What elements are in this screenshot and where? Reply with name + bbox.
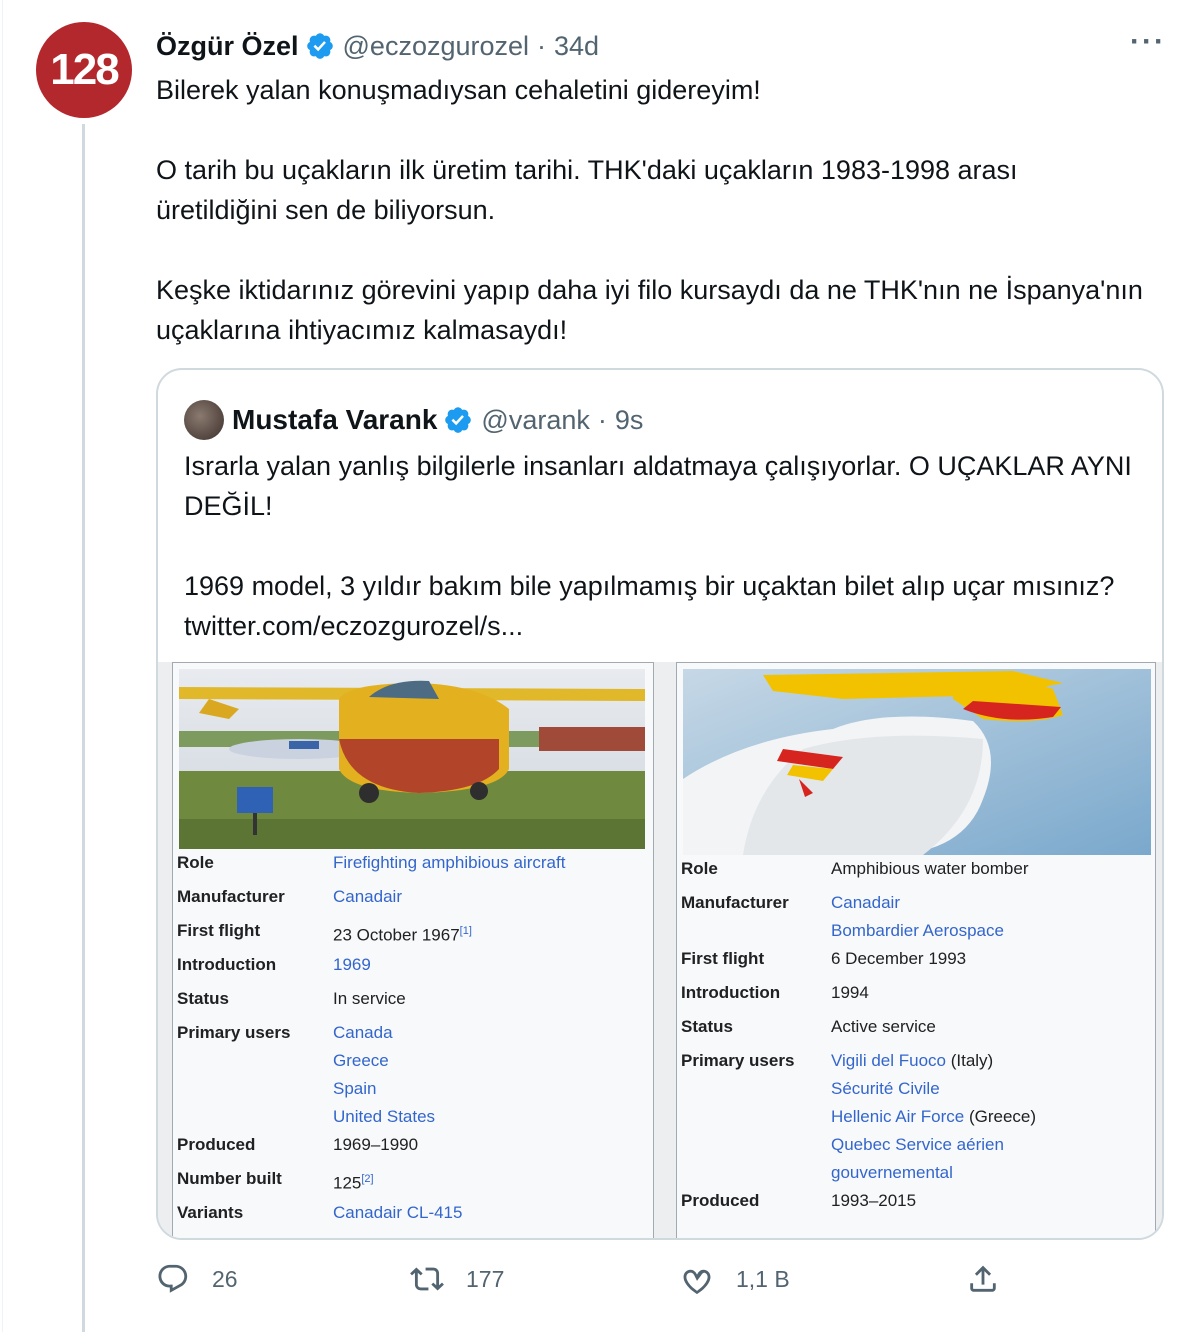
quote-text — [184, 446, 1144, 646]
retweet-button[interactable] — [410, 1262, 504, 1296]
quote-header — [184, 400, 643, 440]
infobox-link[interactable]: Firefighting amphibious aircraft — [333, 853, 566, 872]
infobox-label: First flight — [681, 949, 765, 968]
tweet-time[interactable]: 34d — [554, 30, 600, 61]
like-button[interactable] — [680, 1262, 790, 1296]
infobox-link[interactable]: gouvernemental — [831, 1163, 953, 1182]
infobox-label: Manufacturer — [177, 887, 285, 906]
infobox-value: 125 — [333, 1173, 362, 1193]
verified-badge-icon — [305, 31, 335, 61]
infobox-link[interactable]: Canadair CL-415 — [333, 1203, 463, 1222]
quote-author-handle: @varank — [481, 404, 590, 435]
infobox-table-right — [681, 855, 1036, 1221]
author-handle[interactable]: @eczozgurozel — [342, 30, 530, 61]
infobox-row — [681, 889, 1036, 945]
infobox-value: 1993–2015 — [831, 1191, 917, 1210]
infobox-label: Primary users — [681, 1051, 795, 1070]
retweet-icon — [410, 1262, 444, 1296]
infobox-row — [177, 1131, 565, 1165]
author-name[interactable]: Özgür Özel — [156, 30, 299, 61]
quote-media[interactable] — [158, 662, 1164, 1240]
heart-icon — [680, 1262, 714, 1296]
quote-paragraph: 1969 model, 3 yıldır bakım bile yapılmamış bir uçaktan bilet alıp uçar mısınız? twitter.com/eczozgurozel/s... — [184, 571, 1115, 641]
infobox-label: First flight — [177, 921, 261, 940]
infobox-link[interactable]: United States — [333, 1107, 436, 1126]
tweet-header — [156, 26, 599, 66]
infobox-link[interactable]: Canadair — [831, 893, 900, 912]
infobox-label: Produced — [681, 1191, 760, 1210]
infobox-row — [177, 1019, 565, 1131]
more-options-icon[interactable]: ··· — [1130, 25, 1166, 58]
infobox-row — [681, 855, 1036, 889]
tweet-paragraph: Bilerek yalan konuşmadıysan cehaletini gidereyim! — [156, 75, 761, 105]
infobox-link[interactable]: Bombardier Aerospace — [831, 921, 1004, 940]
infobox-label: Status — [177, 989, 229, 1008]
avatar-text: 128 — [50, 45, 118, 94]
infobox-link[interactable]: 1969 — [333, 955, 371, 974]
infobox-row — [177, 1165, 565, 1199]
infobox-label: Role — [681, 859, 718, 878]
share-button[interactable] — [966, 1262, 1022, 1296]
infobox-value: Active service — [831, 1017, 936, 1036]
tweet-text — [156, 70, 1146, 350]
quote-author-name: Mustafa Varank — [232, 404, 438, 435]
quote-paragraph: Israrla yalan yanlış bilgilerle insanları aldatmaya çalışıyorlar. O UÇAKLAR AYNI DEĞİL! — [184, 451, 1132, 521]
infobox-right — [676, 662, 1156, 1240]
infobox-link[interactable]: Greece — [333, 1051, 389, 1070]
quote-time: 9s — [614, 404, 644, 435]
infobox-label: Number built — [177, 1169, 282, 1188]
thread-line — [82, 124, 85, 1332]
infobox-label: Manufacturer — [681, 893, 789, 912]
infobox-row — [681, 979, 1036, 1013]
infobox-label: Produced — [177, 1135, 256, 1154]
quoted-tweet[interactable] — [156, 368, 1164, 1240]
infobox-left — [172, 662, 654, 1240]
infobox-label: Role — [177, 853, 214, 872]
infobox-row — [681, 1013, 1036, 1047]
page-border — [2, 0, 3, 1332]
aircraft-photo-water-drop — [683, 669, 1151, 855]
infobox-row — [177, 849, 565, 883]
infobox-label: Variants — [177, 1203, 244, 1222]
infobox-row — [177, 1199, 565, 1233]
infobox-row — [681, 1047, 1036, 1187]
aircraft-photo-museum — [179, 669, 645, 849]
infobox-value: 6 December 1993 — [831, 949, 967, 968]
infobox-value: Amphibious water bomber — [831, 859, 1029, 878]
infobox-link[interactable]: Spain — [333, 1079, 377, 1098]
tweet-paragraph: O tarih bu uçakların ilk üretim tarihi. THK'daki uçakların 1983-1998 arası üretildiğini sen de biliyorsun. — [156, 155, 1018, 225]
reply-count: 26 — [212, 1265, 238, 1292]
infobox-value-suffix: (Italy) — [945, 1051, 994, 1070]
infobox-label: Introduction — [681, 983, 781, 1002]
action-bar — [0, 1262, 1200, 1308]
citation-ref[interactable]: [1] — [459, 925, 472, 937]
infobox-value: 23 October 1967 — [333, 925, 460, 945]
separator-dot: · — [597, 404, 607, 435]
infobox-label: Introduction — [177, 955, 277, 974]
retweet-count: 177 — [466, 1265, 505, 1292]
share-icon — [966, 1262, 1000, 1296]
like-count: 1,1 B — [736, 1265, 790, 1292]
infobox-label: Status — [681, 1017, 733, 1036]
reply-button[interactable] — [156, 1262, 238, 1296]
infobox-row — [177, 951, 565, 985]
infobox-row — [177, 985, 565, 1019]
infobox-value-suffix: (Greece) — [964, 1107, 1037, 1126]
infobox-row — [177, 917, 565, 951]
infobox-row — [681, 1187, 1036, 1221]
infobox-row — [681, 945, 1036, 979]
avatar[interactable] — [36, 22, 132, 118]
infobox-link[interactable]: Quebec Service aérien — [831, 1135, 1004, 1154]
infobox-link[interactable]: Canadair — [333, 887, 402, 906]
infobox-value: 1969–1990 — [333, 1135, 419, 1154]
infobox-value: In service — [333, 989, 406, 1008]
reply-icon — [156, 1262, 190, 1296]
quote-avatar — [184, 400, 224, 440]
infobox-link[interactable]: Hellenic Air Force — [831, 1107, 965, 1126]
infobox-row — [177, 883, 565, 917]
infobox-link[interactable]: Sécurité Civile — [831, 1079, 940, 1098]
verified-badge-icon — [443, 405, 473, 435]
infobox-label: Primary users — [177, 1023, 291, 1042]
infobox-link[interactable]: Vigili del Fuoco — [831, 1051, 946, 1070]
infobox-table-left — [177, 849, 565, 1233]
citation-ref[interactable]: [2] — [361, 1173, 374, 1185]
infobox-value: 1994 — [831, 983, 869, 1002]
infobox-link[interactable]: Canada — [333, 1023, 393, 1042]
separator-dot: · — [537, 30, 547, 61]
tweet-paragraph: Keşke iktidarınız görevini yapıp daha iyi filo kursaydı da ne THK'nın ne İspanya'nın uçaklarına ihtiyacımız kalmasaydı! — [156, 275, 1143, 345]
